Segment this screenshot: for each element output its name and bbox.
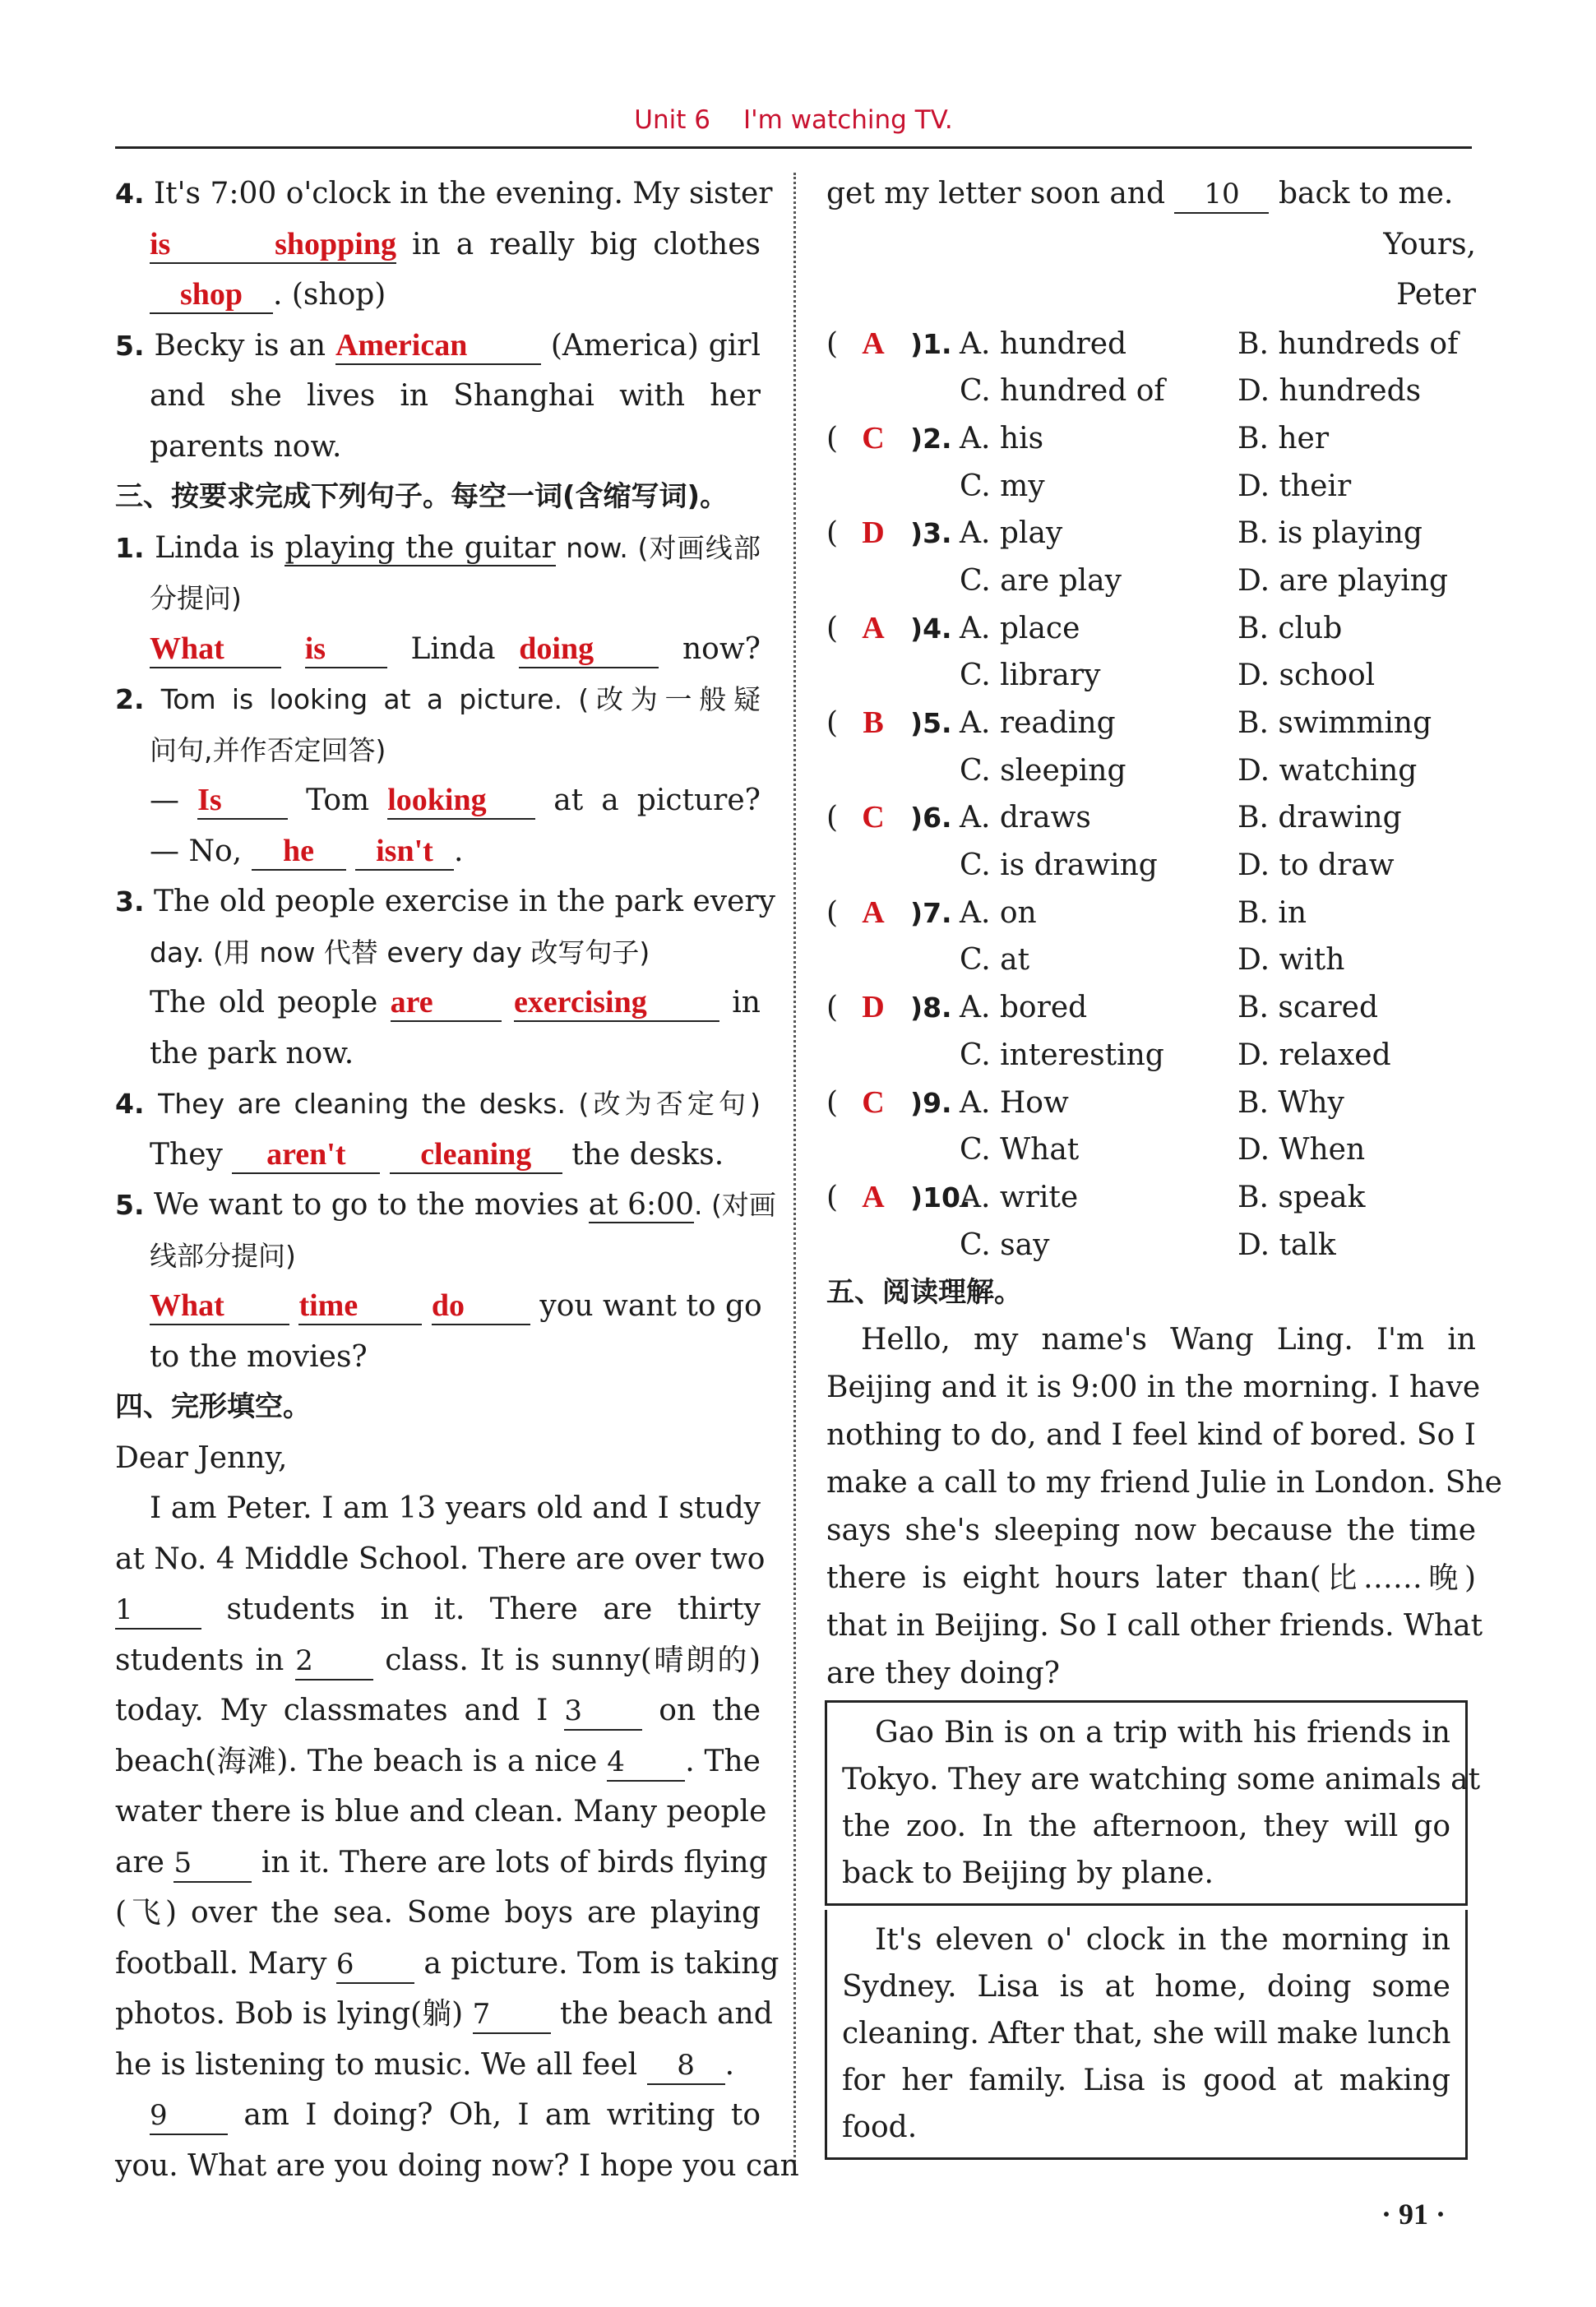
- letter-line: students in 2 class. It is sunny(晴朗的): [115, 1635, 761, 1686]
- box-line: Sydney. Lisa is at home, doing some: [842, 1970, 1450, 2004]
- option-c: C. is drawing: [960, 848, 1158, 883]
- option-c: C. at: [960, 943, 1030, 978]
- cloze-blank: 7: [473, 1996, 551, 2034]
- mc-options-row: [826, 368, 1476, 415]
- answer-blank: What: [150, 631, 281, 668]
- answer-blank: he: [252, 833, 346, 871]
- letter-line: at No. 4 Middle School. There are over two: [115, 1542, 766, 1576]
- option-b: B. is playing: [1237, 516, 1423, 551]
- open-paren: (: [826, 991, 839, 1025]
- letter-line: are 5 in it. There are lots of birds flying: [115, 1838, 761, 1889]
- s2-answer1: — Is Tom looking at a picture?: [115, 775, 761, 826]
- letter-continued: get my letter soon and 10 back to me.: [826, 169, 1476, 220]
- box-line: cleaning. After that, she will make lunch: [842, 2017, 1451, 2050]
- option-a: A. How: [960, 1085, 1069, 1120]
- reading-line: Hello, my name's Wang Ling. I'm in: [861, 1323, 1476, 1357]
- mc-question: [826, 700, 1476, 747]
- answer-blank: is shopping: [150, 226, 396, 264]
- option-c: C. hundred of: [960, 374, 1165, 409]
- mc-question: [826, 794, 1476, 842]
- answer-blank: What: [150, 1288, 289, 1325]
- open-paren: (: [826, 1085, 839, 1120]
- option-a: A. bored: [960, 991, 1088, 1025]
- box-line: Tokyo. They are watching some animals at: [842, 1763, 1481, 1796]
- open-paren: (: [826, 895, 839, 930]
- mc-options-row: [826, 842, 1476, 890]
- multiple-choice-list: [826, 321, 1476, 1269]
- underlined-phrase: at 6:00: [588, 1188, 694, 1222]
- option-d: D. with: [1237, 943, 1345, 978]
- mc-question: [826, 890, 1476, 937]
- mc-question: [826, 321, 1476, 368]
- mc-options-row: [826, 557, 1476, 605]
- column-divider: [793, 173, 796, 2162]
- option-d: D. are playing: [1237, 563, 1448, 598]
- option-d: D. When: [1237, 1133, 1366, 1167]
- s1-answer: What is Linda doing now?: [115, 624, 761, 675]
- mc-answer: D: [862, 990, 885, 1025]
- cloze-blank: 10: [1174, 176, 1269, 214]
- s3-line4: the park now.: [150, 1036, 354, 1070]
- box-line: the zoo. In the afternoon, they will go: [842, 1810, 1450, 1843]
- option-a: A. play: [960, 516, 1063, 551]
- option-c: C. What: [960, 1133, 1080, 1167]
- open-paren: (: [826, 706, 839, 740]
- option-c: C. library: [960, 659, 1101, 693]
- option-b: B. in: [1237, 895, 1307, 930]
- letter-closing: Yours,: [1383, 227, 1476, 261]
- option-a: A. his: [960, 421, 1044, 455]
- unit-title: I'm watching TV.: [742, 105, 953, 135]
- mc-number: )1.: [910, 327, 952, 360]
- mc-number: )8.: [910, 992, 952, 1024]
- s3-answer: The old people are exercising in: [115, 978, 761, 1029]
- s1-line1: 1. Linda is playing the guitar now. (对画线部: [115, 530, 761, 565]
- box-line: for her family. Lisa is good at making: [842, 2064, 1450, 2097]
- section-5-title: 五、阅读理解。: [826, 1276, 1022, 1310]
- option-d: D. relaxed: [1237, 1038, 1391, 1072]
- option-c: C. sleeping: [960, 753, 1126, 788]
- left-column: [115, 169, 799, 2191]
- letter-line: I am Peter. I am 13 years old and I study: [150, 1491, 761, 1525]
- option-a: A. draws: [960, 801, 1091, 835]
- option-d: D. hundreds: [1237, 374, 1422, 409]
- reading-line: says she's sleeping now because the time: [826, 1514, 1476, 1548]
- reading-line: there is eight hours later than(比……晚): [826, 1561, 1476, 1596]
- answer-blank: is: [305, 631, 387, 668]
- s5-line4: to the movies?: [150, 1339, 368, 1374]
- reading-line: make a call to my friend Julie in London. She: [826, 1466, 1502, 1500]
- q4-line3: shop . (shop): [115, 270, 761, 321]
- s4-line1: 4. They are cleaning the desks. (改为否定句): [115, 1088, 761, 1120]
- mc-number: )4.: [910, 612, 952, 645]
- mc-question: [826, 605, 1476, 653]
- answer-blank: time: [298, 1288, 422, 1325]
- option-b: B. hundreds of: [1237, 326, 1459, 361]
- reading-line: are they doing?: [826, 1657, 1060, 1691]
- s2-line1: 2. Tom is looking at a picture. (改为一般疑: [115, 683, 761, 715]
- mc-number: )7.: [910, 896, 952, 929]
- option-b: B. drawing: [1237, 801, 1402, 835]
- letter-line: he is listening to music. We all feel 8 .: [115, 2040, 761, 2091]
- answer-blank: exercising: [514, 984, 719, 1022]
- open-paren: (: [826, 801, 839, 835]
- s5-answer: What time do you want to go: [115, 1281, 761, 1332]
- answer-blank: cleaning: [390, 1136, 562, 1174]
- right-column: [826, 169, 1502, 1698]
- unit-label: Unit 6: [634, 105, 710, 135]
- option-a: A. hundred: [960, 326, 1127, 361]
- letter-line: (飞) over the sea. Some boys are playing: [115, 1896, 761, 1930]
- option-d: D. to draw: [1237, 848, 1395, 883]
- open-paren: (: [826, 516, 839, 551]
- mc-answer: A: [862, 610, 885, 645]
- mc-question: [826, 1080, 1476, 1127]
- answer-blank: isn't: [355, 833, 454, 871]
- cloze-blank: 5: [173, 1845, 252, 1883]
- answer-blank: shop: [150, 276, 273, 314]
- mc-answer: B: [863, 705, 884, 740]
- s3-line1: 3. The old people exercise in the park every: [115, 885, 775, 918]
- letter-line: you. What are you doing now? I hope you can: [115, 2148, 799, 2183]
- s5-line2: 线部分提问): [150, 1239, 296, 1272]
- page-header: [115, 105, 1472, 148]
- s2-answer2: — No, he isn't .: [115, 826, 761, 877]
- mc-answer: A: [862, 326, 885, 361]
- mc-options-row: [826, 1222, 1476, 1269]
- box-line: back to Beijing by plane.: [842, 1856, 1214, 1890]
- q4-line2: is shopping in a really big clothes: [115, 220, 761, 270]
- q4-line1: 4. It's 7:00 o'clock in the evening. My sister: [115, 177, 773, 210]
- mc-question: [826, 510, 1476, 557]
- option-c: C. my: [960, 469, 1045, 503]
- mc-number: )10.: [910, 1181, 971, 1214]
- option-b: B. her: [1237, 421, 1330, 455]
- mc-answer: C: [862, 800, 885, 835]
- option-a: A. reading: [960, 706, 1116, 740]
- letter-greeting: Dear Jenny,: [115, 1440, 288, 1475]
- answer-blank: do: [432, 1288, 530, 1325]
- option-b: B. club: [1237, 611, 1343, 645]
- letter-line: water there is blue and clean. Many people: [115, 1795, 767, 1828]
- letter-signature: Peter: [1396, 278, 1476, 312]
- q5-line3: parents now.: [150, 429, 342, 464]
- mc-question: [826, 1174, 1476, 1222]
- cloze-blank: 1: [115, 1592, 201, 1630]
- option-d: D. their: [1237, 469, 1352, 503]
- letter-line: beach(海滩). The beach is a nice 4 . The: [115, 1736, 761, 1787]
- cloze-blank: 9: [150, 2097, 228, 2135]
- mc-number: )5.: [910, 707, 952, 739]
- open-paren: (: [826, 326, 839, 361]
- letter-line: today. My classmates and I 3 on the: [115, 1685, 761, 1736]
- option-b: B. Why: [1237, 1085, 1344, 1120]
- header-rule: [115, 146, 1472, 149]
- answer-blank: doing: [519, 631, 659, 668]
- option-d: D. watching: [1237, 753, 1418, 788]
- letter-line: 9 am I doing? Oh, I am writing to: [115, 2090, 761, 2141]
- cloze-blank: 2: [295, 1643, 373, 1681]
- cloze-blank: 6: [336, 1946, 414, 1984]
- section-4-title: 四、完形填空。: [115, 1390, 311, 1423]
- option-b: B. swimming: [1237, 706, 1432, 740]
- cloze-blank: 4: [607, 1744, 685, 1782]
- answer-blank: Is: [197, 782, 288, 820]
- option-d: D. talk: [1237, 1227, 1336, 1262]
- box-line: food.: [842, 2111, 918, 2144]
- q5-line2: and she lives in Shanghai with her: [150, 379, 761, 413]
- option-a: A. write: [960, 1180, 1079, 1214]
- mc-answer: D: [862, 515, 885, 551]
- mc-options-row: [826, 936, 1476, 984]
- answer-blank: aren't: [232, 1136, 380, 1174]
- mc-options-row: [826, 652, 1476, 700]
- mc-question: [826, 984, 1476, 1032]
- reading-box-lisa: [825, 1910, 1468, 2160]
- mc-number: )2.: [910, 422, 952, 455]
- mc-answer: A: [862, 1179, 885, 1214]
- option-c: C. say: [960, 1227, 1050, 1262]
- s1-line2: 分提问): [150, 582, 242, 614]
- page-number: · 91 ·: [1381, 2198, 1446, 2231]
- mc-options-row: [826, 1032, 1476, 1080]
- mc-answer: C: [862, 1084, 885, 1120]
- answer-blank: American: [335, 327, 541, 365]
- reading-passage: [826, 1316, 1502, 1698]
- mc-number: )6.: [910, 802, 952, 834]
- s3-line2: day. (用 now 代替 every day 改写句子): [150, 936, 650, 969]
- answer-blank: looking: [387, 782, 535, 820]
- option-a: A. on: [960, 895, 1037, 930]
- reading-line: that in Beijing. So I call other friends. What: [826, 1609, 1483, 1644]
- underlined-phrase: playing the guitar: [285, 530, 556, 565]
- letter-line: photos. Bob is lying(躺) 7 the beach and: [115, 1989, 761, 2040]
- mc-number: )9.: [910, 1086, 952, 1119]
- mc-answer: C: [862, 420, 885, 455]
- mc-options-row: [826, 1126, 1476, 1174]
- q5-line1: 5. Becky is an American (America) girl: [115, 321, 761, 372]
- answer-blank: are: [391, 984, 502, 1022]
- box-line: Gao Bin is on a trip with his friends in: [875, 1716, 1450, 1750]
- letter-line: 1 students in it. There are thirty: [115, 1584, 761, 1635]
- option-a: A. place: [960, 611, 1080, 645]
- reading-line: nothing to do, and I feel kind of bored. So I: [826, 1418, 1476, 1453]
- section-3-title: 三、按要求完成下列句子。每空一词(含缩写词)。: [115, 480, 729, 513]
- box-line: It's eleven o' clock in the morning in: [875, 1923, 1450, 1957]
- s2-line2: 问句,并作否定回答): [150, 733, 386, 766]
- open-paren: (: [826, 1180, 839, 1214]
- mc-answer: A: [862, 895, 885, 930]
- reading-box-gao-bin: [825, 1700, 1481, 1906]
- cloze-blank: 8: [647, 2047, 725, 2085]
- s5-line1: 5. We want to go to the movies at 6:00. (对画: [115, 1188, 776, 1222]
- open-paren: (: [826, 611, 839, 645]
- option-c: C. are play: [960, 563, 1122, 598]
- reading-line: Beijing and it is 9:00 in the morning. I have: [826, 1371, 1481, 1405]
- open-paren: (: [826, 421, 839, 455]
- mc-options-row: [826, 747, 1476, 795]
- option-c: C. interesting: [960, 1038, 1164, 1072]
- mc-number: )3.: [910, 517, 952, 550]
- option-b: B. scared: [1237, 991, 1378, 1025]
- mc-question: [826, 415, 1476, 463]
- mc-options-row: [826, 463, 1476, 511]
- letter-line: football. Mary 6 a picture. Tom is taking: [115, 1939, 761, 1990]
- s4-answer: They aren't cleaning the desks.: [115, 1130, 761, 1181]
- option-b: B. speak: [1237, 1180, 1366, 1214]
- cloze-blank: 3: [564, 1693, 642, 1731]
- option-d: D. school: [1237, 659, 1376, 693]
